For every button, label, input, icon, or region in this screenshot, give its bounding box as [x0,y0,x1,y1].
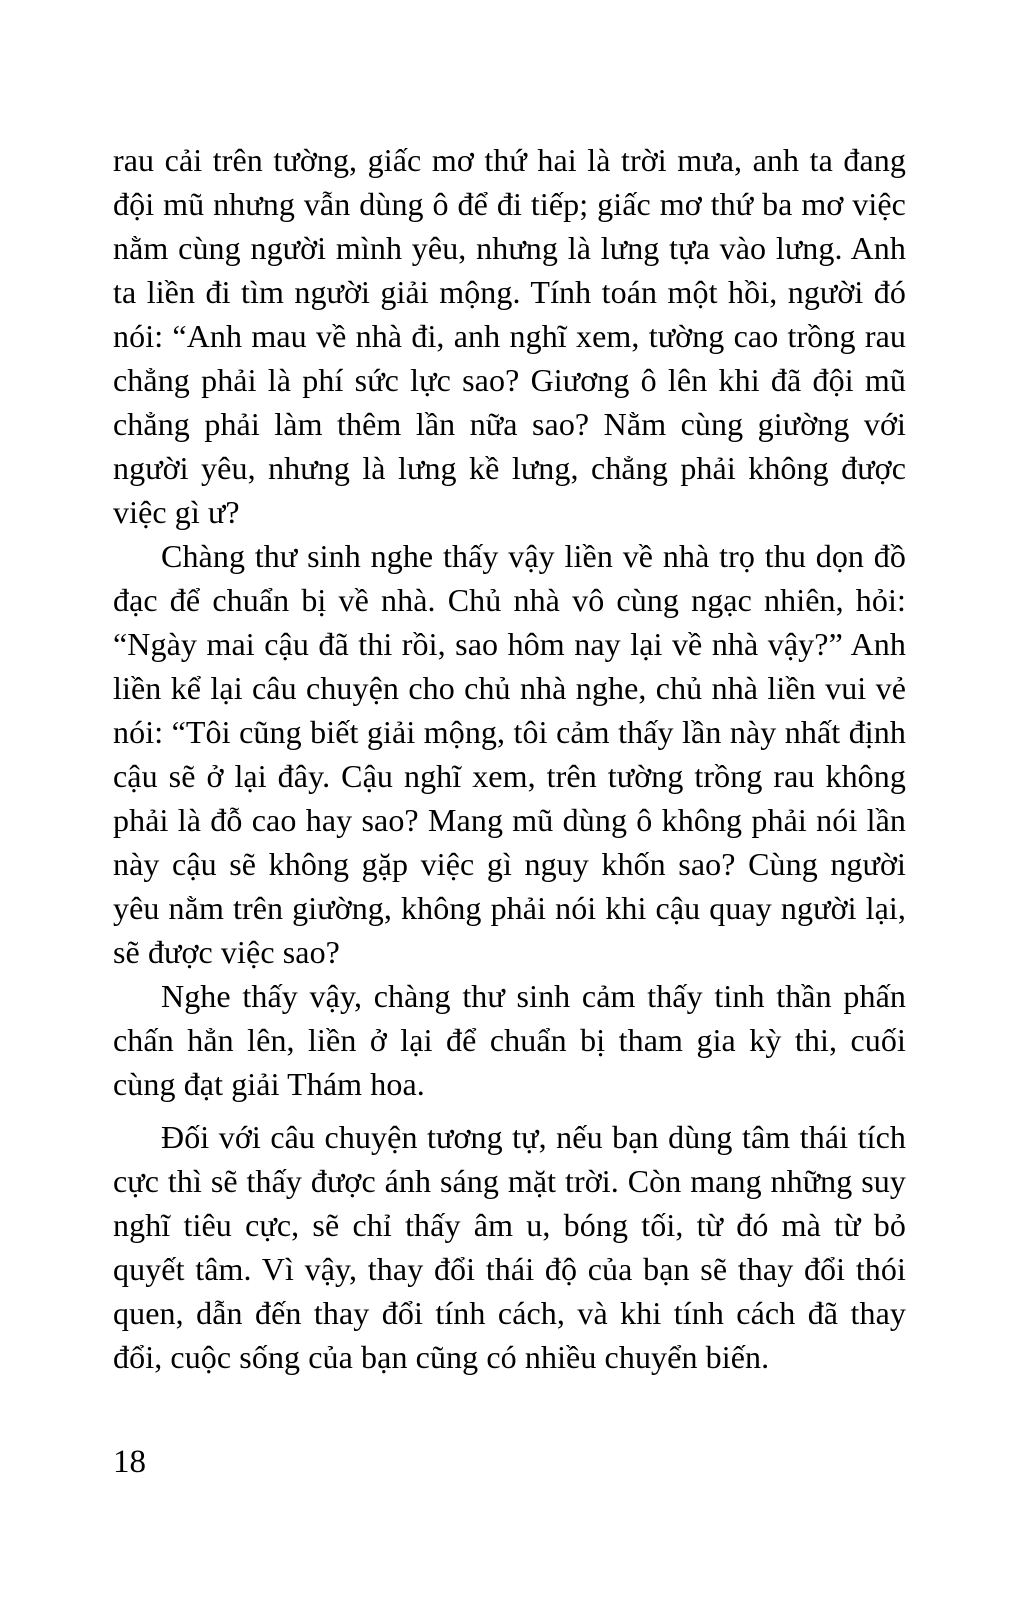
page-number: 18 [113,1444,146,1480]
paragraph-continuation: rau cải trên tường, giấc mơ thứ hai là trời mưa, anh ta đang đội mũ nhưng vẫn dùng ô để đi tiếp; giấc mơ thứ ba mơ việc nằm cùng người mình yêu, nhưng là lưng tựa vào lưng. Anh ta liền đi tìm người giải mộng. Tính toán một hồi, người đó nói: “Anh mau về nhà đi, anh nghĩ xem, tường cao trồng rau chẳng phải là phí sức lực sao? Giương ô lên khi đã đội mũ chẳng phải làm thêm lần nữa sao? Nằm cùng giường với người yêu, nhưng là lưng kề lưng, chẳng phải không được việc gì ư? [113,142,906,530]
body-text [113,138,906,1379]
paragraph-4: Đối với câu chuyện tương tự, nếu bạn dùng tâm thái tích cực thì sẽ thấy được ánh sáng mặt trời. Còn mang những suy nghĩ tiêu cực, sẽ chỉ thấy âm u, bóng tối, từ đó mà từ bỏ quyết tâm. Vì vậy, thay đổi thái độ của bạn sẽ thay đổi thói quen, dẫn đến thay đổi tính cách, và khi tính cách đã thay đổi, cuộc sống của bạn cũng có nhiều chuyển biến. [113,1119,906,1375]
paragraph-3: Nghe thấy vậy, chàng thư sinh cảm thấy tinh thần phấn chấn hẳn lên, liền ở lại để chuẩn bị tham gia kỳ thi, cuối cùng đạt giải Thám hoa. [113,978,906,1102]
paragraph-2: Chàng thư sinh nghe thấy vậy liền về nhà trọ thu dọn đồ đạc để chuẩn bị về nhà. Chủ nhà vô cùng ngạc nhiên, hỏi: “Ngày mai cậu đã thi rồi, sao hôm nay lại về nhà vậy?” Anh liền kể lại câu chuyện cho chủ nhà nghe, chủ nhà liền vui vẻ nói: “Tôi cũng biết giải mộng, tôi cảm thấy lần này nhất định cậu sẽ ở lại đây. Cậu nghĩ xem, trên tường trồng rau không phải là đỗ cao hay sao? Mang mũ dùng ô không phải nói lần này cậu sẽ không gặp việc gì nguy khốn sao? Cùng người yêu nằm trên giường, không phải nói khi cậu quay người lại, sẽ được việc sao? [113,538,906,970]
